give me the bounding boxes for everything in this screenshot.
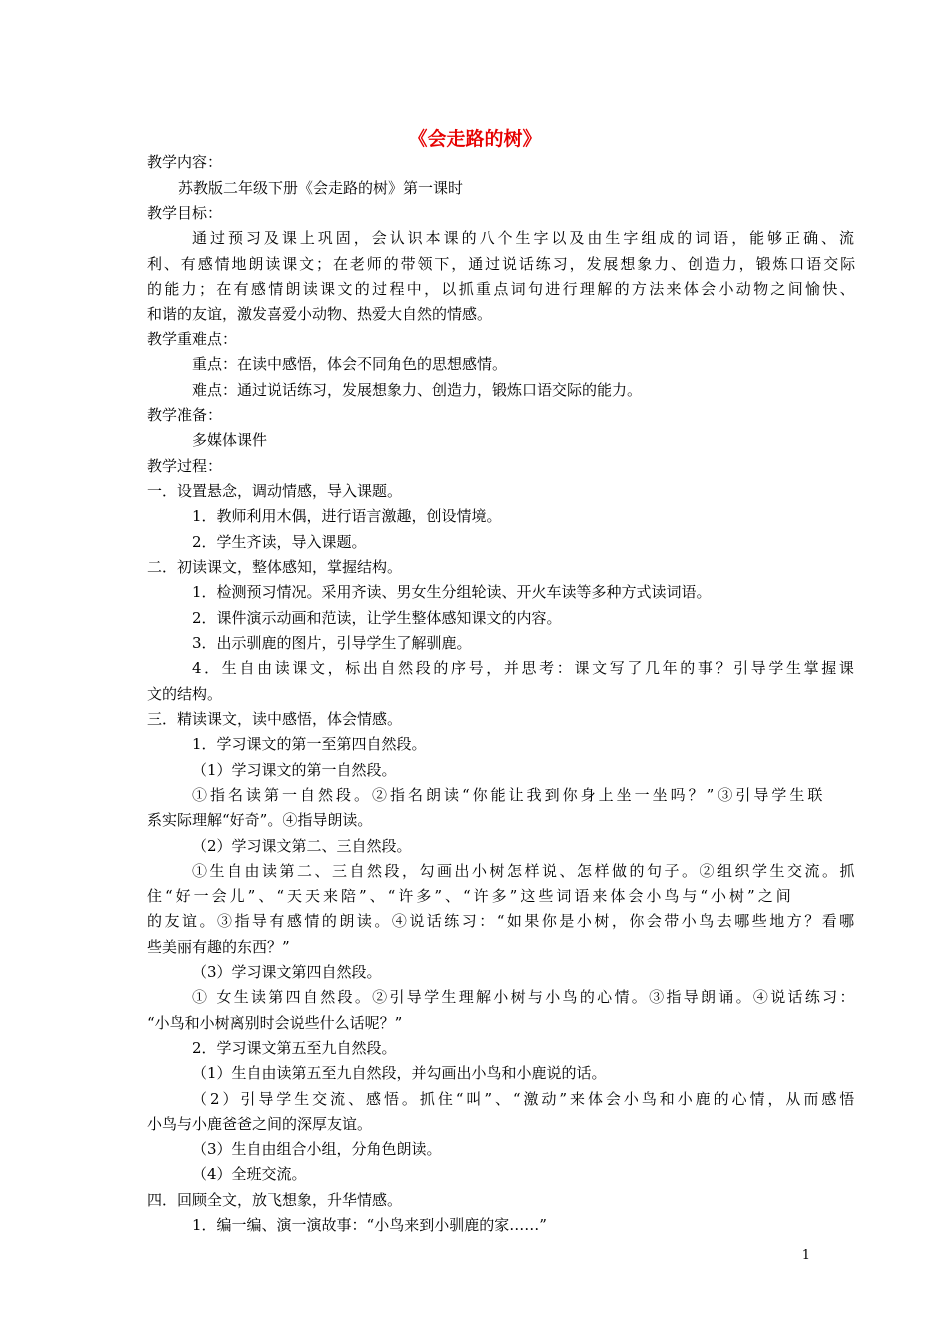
page-number: 1 [801, 1248, 810, 1263]
paragraph-line: 2．学习课文第五至九自然段。 [192, 1039, 397, 1057]
paragraph-line: 二．初读课文，整体感知，掌握结构。 [147, 558, 403, 576]
paragraph-line: 苏教版二年级下册《会走路的树》第一课时 [178, 179, 464, 197]
paragraph-line: （1）生自由读第五至九自然段，并勾画出小鸟和小鹿说的话。 [192, 1064, 607, 1082]
paragraph-line: （4）全班交流。 [192, 1165, 307, 1183]
paragraph-line: 系实际理解“好奇”。④指导朗读。 [147, 811, 373, 829]
paragraph-line: “小鸟和小树离别时会说些什么话呢？” [147, 1014, 403, 1032]
paragraph-line: 教学目标： [147, 204, 223, 222]
paragraph-line: 小鸟与小鹿爸爸之间的深厚友谊。 [147, 1115, 373, 1133]
paragraph-line: 1．学习课文的第一至第四自然段。 [192, 735, 427, 753]
paragraph-line: 四．回顾全文，放飞想象，升华情感。 [147, 1191, 403, 1209]
paragraph-line: （3）学习课文第四自然段。 [192, 963, 382, 981]
paragraph-line: 1．教师利用木偶，进行语言激趣，创设情境。 [192, 507, 502, 525]
paragraph-line: 和谐的友谊，激发喜爱小动物、热爱大自然的情感。 [147, 305, 493, 323]
paragraph-line: 1．检测预习情况。采用齐读、男女生分组轮读、开火车读等多种方式读词语。 [192, 583, 712, 601]
paragraph-line: 2．学生齐读，导入课题。 [192, 533, 367, 551]
paragraph-line: 教学重难点： [147, 330, 238, 348]
paragraph-line: 些美丽有趣的东西？” [147, 938, 290, 956]
paragraph-line: 1．编一编、演一演故事：“小鸟来到小驯鹿的家……” [192, 1216, 547, 1234]
paragraph-line: 重点：在读中感悟，体会不同角色的思想感情。 [192, 355, 508, 373]
paragraph-line: 利、有感情地朗读课文；在老师的带领下，通过说话练习，发展想象力、创造力，锻炼口语交际 [147, 255, 858, 273]
paragraph-line: 教学准备： [147, 406, 223, 424]
paragraph-line: ①指名读第一自然段。②指名朗读“你能让我到你身上坐一坐吗？”③引导学生联 [192, 786, 826, 804]
paragraph-line: ①生自由读第二、三自然段，勾画出小树怎样说、怎样做的句子。②组织学生交流。抓 [192, 862, 858, 880]
paragraph-line: 难点：通过说话练习，发展想象力、创造力，锻炼口语交际的能力。 [192, 381, 643, 399]
paragraph-line: 文的结构。 [147, 685, 223, 703]
paragraph-line: ① 女生读第四自然段。②引导学生理解小树与小鸟的心情。③指导朗诵。④说话练习： [192, 988, 857, 1006]
document-title: 《会走路的树》 [408, 128, 542, 150]
paragraph-line: 多媒体课件 [192, 431, 268, 449]
paragraph-line: 2．课件演示动画和范读，让学生整体感知课文的内容。 [192, 609, 562, 627]
paragraph-line: 的友谊。③指导有感情的朗读。④说话练习：“如果你是小树，你会带小鸟去哪些地方？看哪 [147, 912, 857, 930]
paragraph-line: 通过预习及课上巩固，会认识本课的八个生字以及由生字组成的词语，能够正确、流 [192, 229, 858, 247]
paragraph-line: 一．设置悬念，调动情感，导入课题。 [147, 482, 403, 500]
paragraph-line: 教学过程： [147, 457, 223, 475]
paragraph-line: 3．出示驯鹿的图片，引导学生了解驯鹿。 [192, 634, 472, 652]
paragraph-line: 三．精读课文，读中感悟，体会情感。 [147, 710, 403, 728]
paragraph-line: （1）学习课文的第一自然段。 [192, 761, 397, 779]
paragraph-line: 的能力；在有感情朗读课文的过程中，以抓重点词句进行理解的方法来体会小动物之间愉快、 [147, 280, 858, 298]
paragraph-line: （2）学习课文第二、三自然段。 [192, 837, 412, 855]
paragraph-line: 4．生自由读课文，标出自然段的序号，并思考：课文写了几年的事？引导学生掌握课 [192, 659, 857, 677]
paragraph-line: （3）生自由组合小组，分角色朗读。 [192, 1140, 442, 1158]
paragraph-line: 教学内容： [147, 153, 223, 171]
paragraph-line: 住“好一会儿”、“天天来陪”、“许多”、“许多”这些词语来体会小鸟与“小树”之间 [147, 887, 794, 905]
paragraph-line: （2）引导学生交流、感悟。抓住“叫”、“激动”来体会小鸟和小鹿的心情，从而感悟 [192, 1090, 858, 1108]
